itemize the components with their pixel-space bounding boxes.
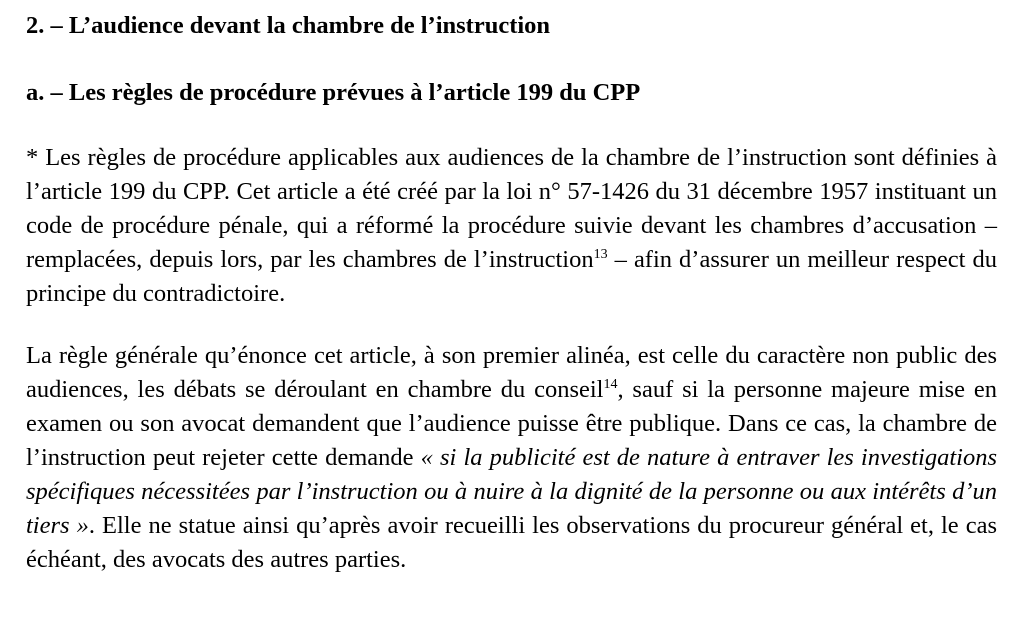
paragraph2-text-a: La règle générale qu’énonce cet article, à son premier alinéa, est celle du caractère non public des audiences, les débats se déroulant en chambre du conseil	[26, 342, 997, 403]
paragraph2-quote: « si la publicité est de nature à entraver les investigations spécifiques nécessitées par l’instruction ou à nuire à la dignité de la personne ou aux intérêts d’un tiers »	[26, 444, 997, 539]
paragraph1-text-a: * Les règles de procédure applicables aux audiences de la chambre de l’instruction sont définies à l’article 199 du CPP. Cet article a été créé par la loi n° 57-1426 du 31 décembre 1957 instituant un code de procédure pénale, qui a réformé la procédure suivie devant les chambres d’accusation – remplacées, depuis lors, par les chambres de l’instruction	[26, 144, 997, 273]
paragraph2-text-c: . Elle ne statue ainsi qu’après avoir recueilli les observations du procureur général et, le cas échéant, des avocats des autres parties.	[26, 512, 997, 573]
paragraph1-text-b: – afin d’assurer un meilleur respect du principe du contradictoire.	[26, 246, 997, 307]
footnote-ref-14[interactable]: 14	[603, 377, 618, 392]
subsection-heading: a. – Les règles de procédure prévues à l’article 199 du CPP	[26, 79, 641, 106]
paragraph2-text-b: , sauf si la personne majeure mise en examen ou son avocat demandent que l’audience puisse être publique. Dans ce cas, la chambre de l’instruction peut rejeter cette demande	[26, 376, 997, 471]
footnote-ref-13[interactable]: 13	[593, 247, 608, 262]
paragraph-general-rule	[26, 339, 997, 577]
section-heading: 2. – L’audience devant la chambre de l’instruction	[26, 12, 551, 39]
paragraph-article-199-intro	[26, 141, 997, 311]
